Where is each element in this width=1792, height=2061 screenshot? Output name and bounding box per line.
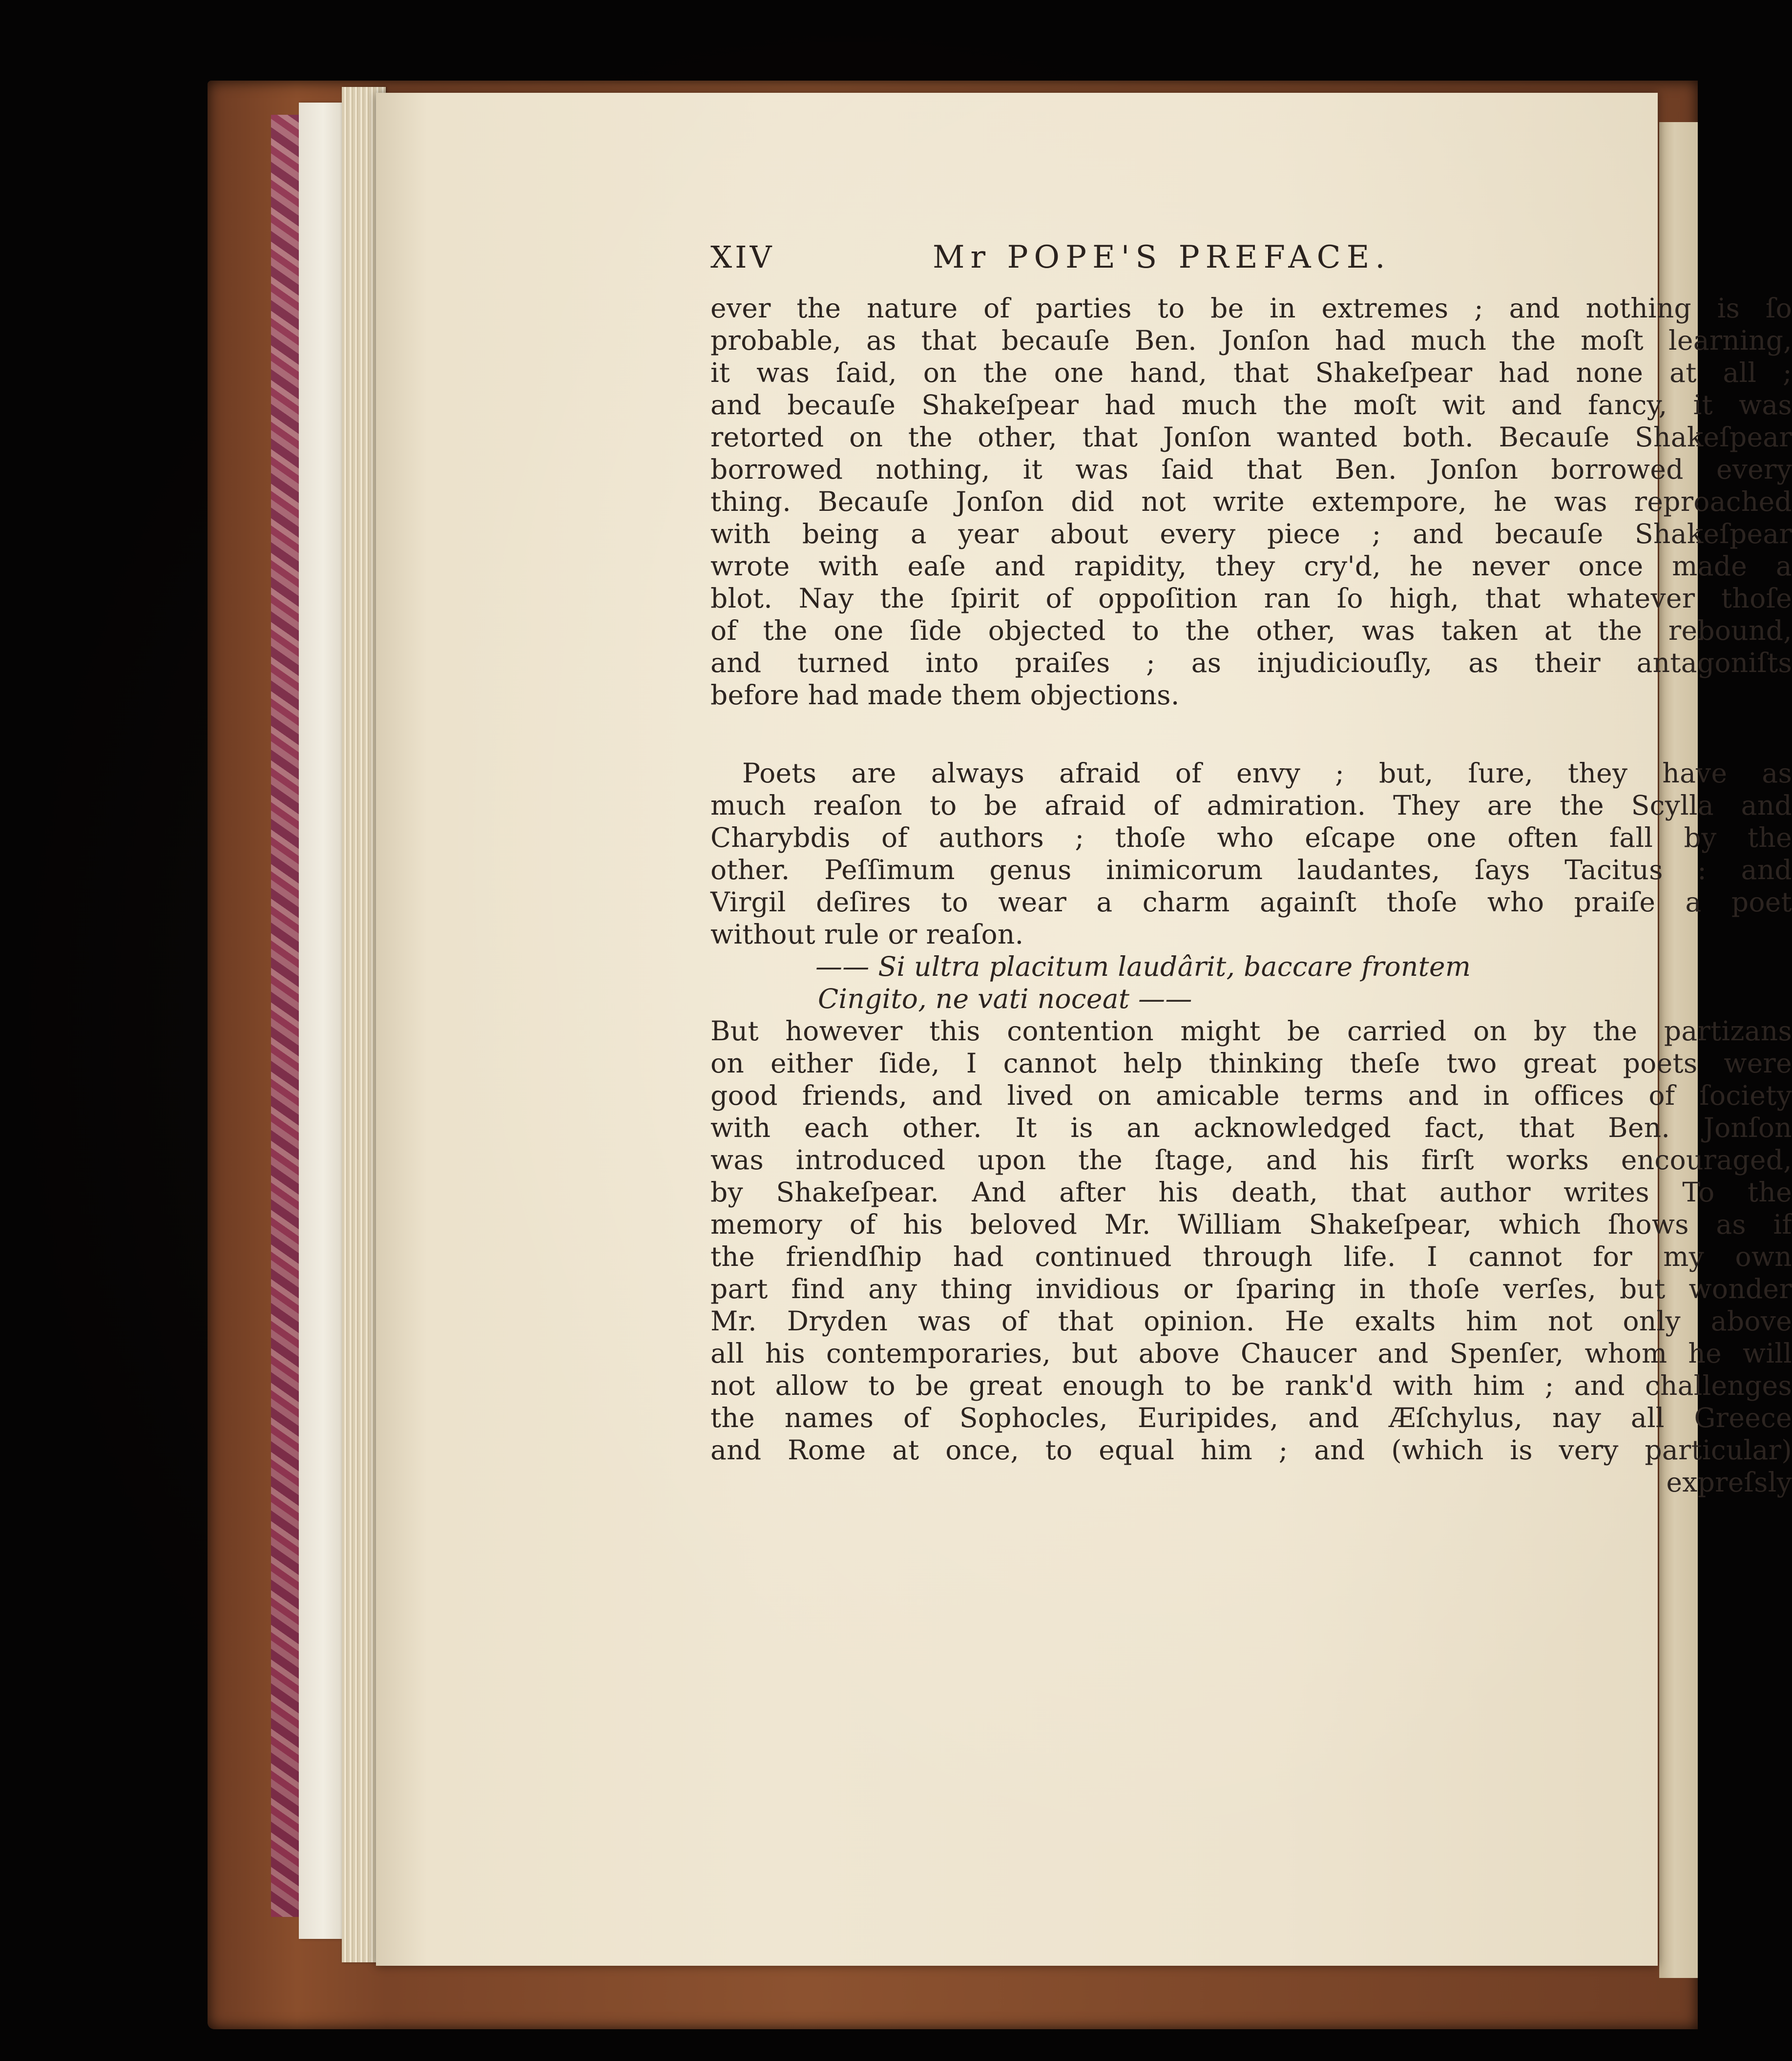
text-line: thing. Becauſe Jonſon did not write extempore, he was reproached [710,486,1792,517]
text-line: ever the nature of parties to be in extremes ; and nothing is ſo [710,293,1792,324]
text-line: and becauſe Shakeſpear had much the moſt wit and fancy, it was [710,389,1792,421]
book-page [376,93,1792,1966]
text-line: by Shakeſpear. And after his death, that author writes To the [710,1177,1792,1208]
text-line: Charybdis of authors ; thoſe who eſcape one often fall by the [710,822,1792,853]
text-line: retorted on the other, that Jonſon wanted both. Becauſe Shakeſpear [710,421,1792,453]
text-line: wrote with eaſe and rapidity, they cry'd, he never once made a [710,550,1792,582]
text-line: it was ſaid, on the one hand, that Shakeſpear had none at all ; [710,357,1792,388]
verse-line: Cingito, ne vati noceat —— [818,983,1192,1014]
text-line: Virgil deſires to wear a charm againſt thoſe who praiſe a poet [710,886,1792,918]
catchword: expreſsly [1666,1467,1792,1498]
text-line: much reaſon to be afraid of admiration. They are the Scylla and [710,790,1792,821]
text-line: Mr. Dryden was of that opinion. He exalts him not only above [710,1305,1792,1337]
page-number: XIV [710,239,775,275]
verse-line: —— Si ultra placitum laudârit, baccare frontem [815,951,1471,982]
text-line: and turned into praiſes ; as injudiciouſly, as their antagoniſts [710,647,1792,678]
text-line: on either ſide, I cannot help thinking theſe two great poets were [710,1048,1792,1079]
text-line: before had made them objections. [710,679,1180,711]
text-line: blot. Nay the ſpirit of oppoſition ran ſo high, that whatever thoſe [710,583,1792,614]
text-line: and Rome at once, to equal him ; and (which is very particular) [710,1434,1792,1466]
text-line: other. Peſſimum genus inimicorum laudantes, ſays Tacitus : and [710,854,1792,885]
text-line: the friendſhip had continued through life. I cannot for my own [710,1241,1792,1272]
text-line: of the one ſide objected to the other, was taken at the rebound, [710,615,1792,646]
text-line: all his contemporaries, but above Chaucer and Spenſer, whom he will [710,1338,1792,1369]
running-title: Mr POPE'S PREFACE. [933,239,1391,275]
text-line: with being a year about every piece ; and becauſe Shakeſpear [710,518,1792,549]
text-line: not allow to be great enough to be rank'd with him ; and challenges [710,1370,1792,1401]
text-line: without rule or reaſon. [710,919,1024,950]
text-line: Poets are always afraid of envy ; but, ſure, they have as [742,757,1792,789]
text-line: was introduced upon the ſtage, and his firſt works encouraged, [710,1144,1792,1176]
text-line: memory of his beloved Mr. William Shakeſpear, which ſhows as if [710,1209,1792,1240]
text-line: part find any thing invidious or ſparing in thoſe verſes, but wonder [710,1273,1792,1304]
text-line: good friends, and lived on amicable terms and in offices of ſociety [710,1080,1792,1111]
text-line: with each other. It is an acknowledged fact, that Ben. Jonſon [710,1112,1792,1143]
text-line: borrowed nothing, it was ſaid that Ben. Jonſon borrowed every [710,454,1792,485]
text-line: probable, as that becauſe Ben. Jonſon had much the moſt learning, [710,325,1792,356]
running-header [710,239,1792,288]
flyleaf [299,103,348,1939]
text-line: the names of Sophocles, Euripides, and Æſchylus, nay all Greece [710,1402,1792,1433]
page-text [376,93,1792,1966]
text-line: But however this contention might be carried on by the partizans [710,1015,1792,1047]
